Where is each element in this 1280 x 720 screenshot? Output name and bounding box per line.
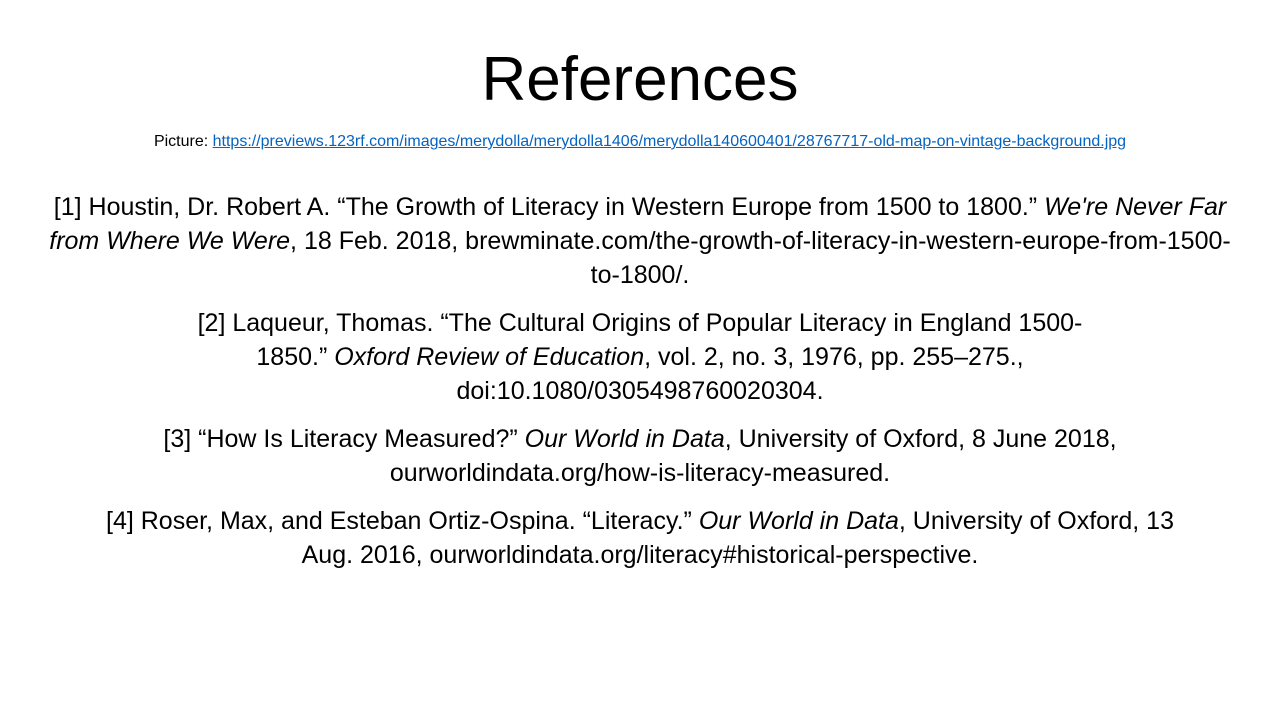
reference-3-source: Our World in Data (524, 425, 725, 453)
reference-2-source: Oxford Review of Education (334, 343, 645, 371)
picture-credit-link[interactable]: https://previews.123rf.com/images/merydolla/merydolla1406/merydolla140600401/28767717-old-map-on-vintage-background.jpg (212, 133, 1127, 150)
reference-3-text: [3] “How Is Literacy Measured?” (163, 425, 525, 453)
reference-4-source: Our World in Data (698, 507, 899, 535)
reference-1-source: We're Never Far from Where We Were (49, 193, 1227, 255)
reference-item-4 (40, 504, 1240, 572)
slide-title: References (481, 45, 799, 114)
picture-credit (60, 131, 1220, 153)
reference-2-details: , vol. 2, no. 3, 1976, pp. 255–275., doi:10.1080/0305498760020304. (456, 343, 1024, 405)
reference-3-details: , University of Oxford, 8 June 2018, ourworldindata.org/how-is-literacy-measured. (389, 425, 1117, 487)
picture-credit-label: Picture: (153, 133, 213, 150)
reference-item-3 (40, 422, 1240, 490)
reference-1-text: [1] Houstin, Dr. Robert A. “The Growth of Literacy in Western Europe from 1500 to 1800.” (53, 193, 1045, 221)
reference-item-1 (40, 190, 1240, 292)
reference-item-2 (40, 306, 1240, 408)
reference-list (40, 190, 1240, 586)
reference-4-text: [4] Roser, Max, and Esteban Ortiz-Ospina. “Literacy.” (106, 507, 699, 535)
reference-4-details: , University of Oxford, 13 Aug. 2016, ourworldindata.org/literacy#historical-perspective. (301, 507, 1174, 569)
reference-2-text: [2] Laqueur, Thomas. “The Cultural Origins of Popular Literacy in England 1500-1850.” (197, 309, 1083, 371)
reference-1-details: , 18 Feb. 2018, brewminate.com/the-growth-of-literacy-in-western-europe-from-1500-to-1800/. (290, 227, 1231, 289)
